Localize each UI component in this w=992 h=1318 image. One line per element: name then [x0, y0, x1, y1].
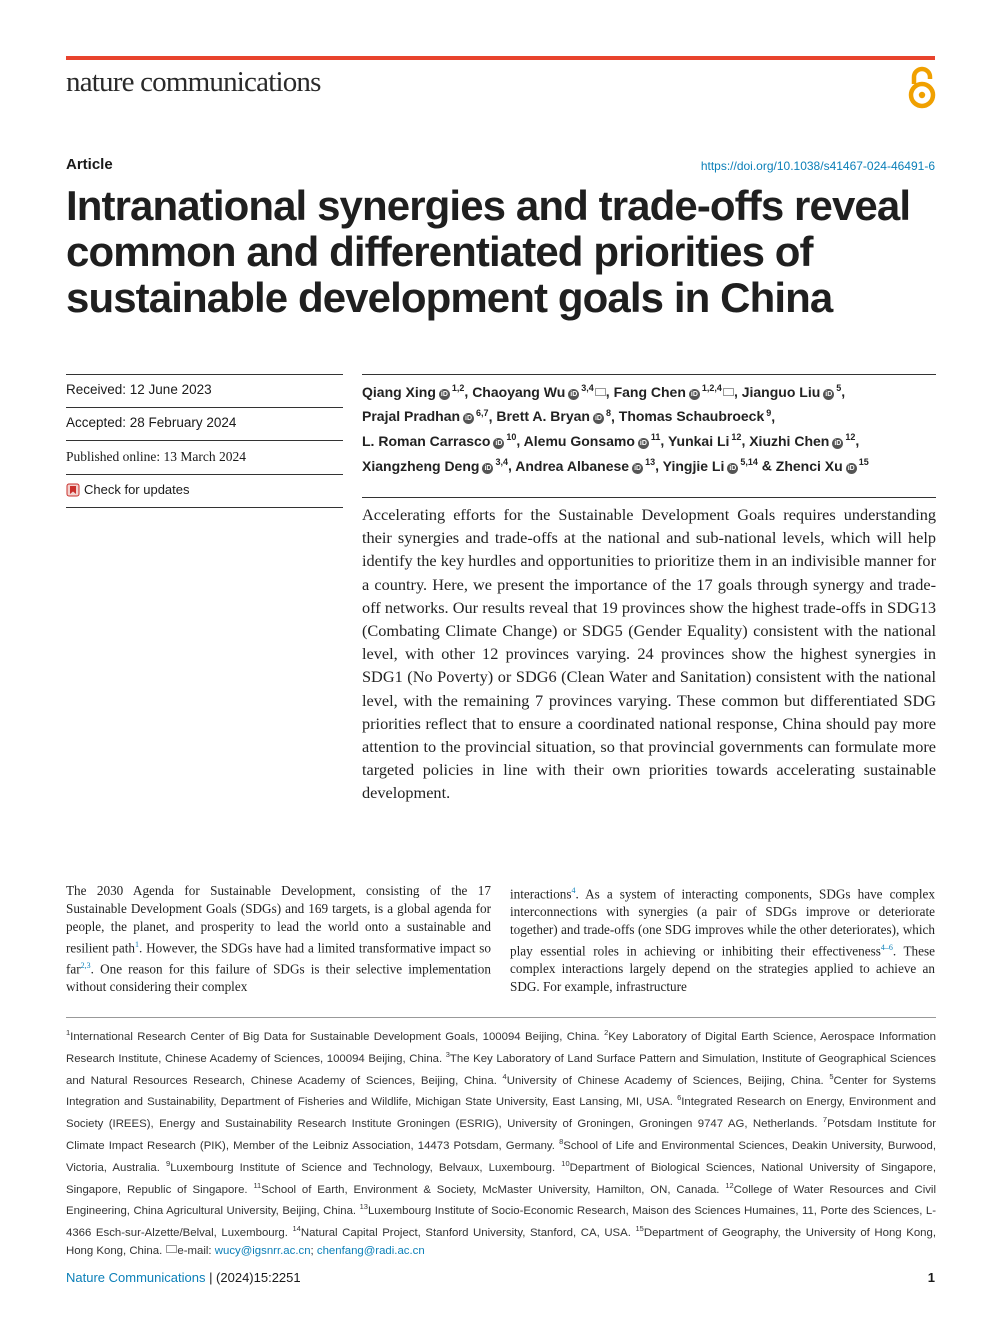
orcid-icon[interactable]: iD — [834, 439, 842, 447]
author-affiliation-numbers: 1,2,4 — [701, 383, 722, 393]
check-updates-icon — [66, 483, 80, 497]
author-list: Qiang Xing iD$^{1,2}$, Chaoyang Wu iD$^{3,4}$ , Fang Chen iD$^{1,2,4}$ , Jianguo Liu $iD^5$, Prajal Pradhan iD$^{6,7}$, Brett A. Bryan $iD^8$, Thomas Schaubroeck $^9$, L. Roman Carrasco $iD^{10}$, Alemu Gonsamo $iD^{11}$, Yunkai Li $^{12}$, Xiuzhi Chen $iD^{12}$, Xiangzheng Deng iD$^{3,4}$, Andrea Albanese $iD^{13}$, Yingjie Li iD$^{5,14}$ & Zhenci Xu $iD^{15}$ — [362, 383, 869, 474]
affiliation-number: 12 — [725, 1180, 734, 1190]
author-affiliation-numbers: 11 — [650, 432, 661, 443]
affiliation-number: 1 — [66, 1028, 71, 1037]
affiliations — [66, 1024, 936, 1260]
affiliation-text: Luxembourg Institute of Science and Technology, Belvaux, Luxembourg. — [170, 1161, 562, 1174]
author-name[interactable]: Chaoyang Wu — [472, 383, 566, 400]
footer-volume: | (2024)15:2251 — [205, 1270, 301, 1285]
affiliation-number: 2 — [604, 1028, 609, 1037]
affiliation-text: Key Laboratory of Digital Earth Science, Aerospace Information Research Institute, Chinese Academy of Sciences, 100094 Beijing, China. — [66, 1030, 936, 1065]
body-text: . These complex interactions largely depend on the strategies applied to achieve an SDG. For example, infrastructure — [510, 943, 935, 995]
author-name[interactable]: Yunkai Li — [667, 432, 730, 449]
author[interactable] — [362, 458, 508, 474]
email-icon — [166, 1245, 177, 1253]
orcid-icon[interactable]: iD — [495, 439, 503, 447]
divider — [66, 440, 343, 441]
body-text: . However, the SDGs have had a limited transformative impact so far — [66, 940, 491, 977]
article-title: Intranational synergies and trade-offs reveal common and differentiated priorities of sustainable development goals in China — [66, 182, 911, 321]
author-affiliation-numbers: 5,14 — [740, 456, 758, 467]
affiliation-number: 11 — [253, 1180, 262, 1190]
check-for-updates-button[interactable] — [66, 482, 190, 497]
author-name[interactable]: Prajal Pradhan — [362, 408, 461, 425]
author-affiliation-numbers: 3,4 — [581, 383, 594, 393]
author-name[interactable]: L. Roman Carrasco — [362, 432, 491, 449]
email-label: e-mail: — [177, 1244, 215, 1257]
article-type-label: Article — [66, 156, 113, 173]
author-affiliation-numbers: 15 — [858, 456, 869, 467]
affiliation-number: 3 — [445, 1049, 450, 1059]
divider — [66, 1017, 936, 1018]
affiliation-number: 5 — [829, 1071, 834, 1081]
open-access-icon[interactable] — [907, 66, 937, 110]
affiliation-text: Center for Systems Integration and Sustainability, Department of Fisheries and Wildlife, Michigan State University, East Lansing, MI, USA. — [66, 1074, 936, 1109]
divider — [66, 374, 343, 375]
affiliation-text: School of Life and Environmental Sciences, Deakin University, Burwood, Victoria, Australia. — [66, 1139, 936, 1174]
author-name[interactable]: Brett A. Bryan — [496, 408, 590, 425]
email-icon[interactable] — [595, 388, 606, 396]
author-name[interactable]: Qiang Xing — [362, 383, 436, 400]
divider — [66, 407, 343, 408]
orcid-icon[interactable]: iD — [690, 390, 698, 398]
affiliation-text: The Key Laboratory of Land Surface Pattern and Simulation, Institute of Geographical Sciences and Natural Resources Research, Chinese Academy of Sciences, Beijing, China. — [66, 1052, 936, 1087]
affiliation-number: 15 — [635, 1224, 644, 1234]
abstract: Accelerating efforts for the Sustainable Development Goals requires understanding their synergies and trade-offs at the national and sub-national levels, which will help identify the key hurdles and opportunities to prioritize them in an indivisible manner for a country. Here, we present the importance of the 17 goals through synergy and trade-off networks. Our results reveal that 19 provinces show the highest trade-offs in SDG13 (Combating Climate Change) or SDG5 (Gender Equality) consistent with the national level, with other 12 provinces varying. 24 provinces show the highest synergies in SDG1 (No Poverty) or SDG6 (Clean Water and Sanitation) consistent with the national level, with the remaining 7 provinces varying. These common but differentiated SDG priorities reflect that to ensure a coordinated national response, China should pay more attention to the provincial situation, so that provincial governments can formulate more targeted policies in line with their own priorities towards accelerating sustainable development. — [362, 505, 936, 803]
author[interactable] — [515, 458, 655, 474]
check-updates-label: Check for updates — [84, 482, 190, 497]
affiliation-number: 10 — [561, 1158, 570, 1168]
affiliation-text: Luxembourg Institute of Socio-Economic Research, Maison des Sciences Humaines, 11, Porte des Sciences, L-4366 Esch-sur-Alzette/Belval, Luxembourg. — [66, 1205, 936, 1239]
author[interactable] — [362, 408, 489, 424]
affiliation-number: 14 — [292, 1224, 301, 1234]
orcid-icon[interactable]: iD — [825, 390, 833, 398]
author-affiliation-numbers: 9 — [766, 407, 772, 418]
affiliation-text: University of Chinese Academy of Sciences, Beijing, China. — [506, 1074, 830, 1087]
affiliation-text: College of Water Resources and Civil Engineering, China Agricultural University, Beijing, China. — [66, 1183, 936, 1218]
journal-logo[interactable]: nature communications — [66, 66, 321, 98]
published-date: Published online: 13 March 2024 — [66, 449, 246, 464]
author[interactable] — [614, 384, 734, 400]
body-column-left — [66, 882, 491, 996]
reference-link[interactable]: 4–6 — [880, 943, 893, 953]
orcid-icon[interactable]: iD — [594, 415, 602, 423]
affiliation-text: Integrated Research on Energy, Environment and Society (IREES), Energy and Sustainability Research Institute Groningen (ESRIG), University of Groningen, Groningen 9747 AG, Netherlands. — [66, 1096, 936, 1130]
affiliation-number: 13 — [359, 1202, 368, 1212]
body-text: . One reason for this failure of SDGs is their selective implementation without considering their complex — [66, 961, 491, 995]
author[interactable] — [668, 433, 741, 449]
footer-journal-link[interactable]: Nature Communications — [66, 1270, 206, 1285]
author-affiliation-numbers: 5 — [836, 383, 842, 393]
author-name[interactable]: Andrea Albanese — [515, 457, 630, 474]
author[interactable] — [362, 384, 464, 400]
author-affiliation-numbers: 1,2 — [451, 383, 465, 393]
orcid-icon[interactable]: iD — [465, 415, 473, 423]
author[interactable] — [524, 433, 661, 449]
author-affiliation-numbers: 13 — [645, 456, 656, 467]
author[interactable] — [496, 408, 611, 424]
body-text: . As a system of interacting components, SDGs have complex interconnections with synergies (a pair of SDGs improve or deteriorate together) and trade-offs (one SDG improves while the other deteriorates), which play essential roles in achieving or inhibiting their effectiveness — [510, 886, 935, 959]
author-affiliation-numbers: 10 — [506, 432, 517, 443]
author-affiliation-numbers: 12 — [731, 432, 742, 443]
top-accent-bar — [66, 56, 935, 60]
author-affiliation-numbers: 8 — [605, 407, 611, 418]
accepted-date: Accepted: 28 February 2024 — [66, 415, 237, 430]
affiliation-number: 4 — [502, 1071, 507, 1081]
orcid-icon[interactable]: iD — [729, 464, 737, 472]
author[interactable] — [749, 433, 855, 449]
body-column-right — [510, 882, 935, 996]
author-name[interactable]: Alemu Gonsamo — [523, 432, 635, 449]
body-text: interactions — [510, 886, 572, 902]
page-number: 1 — [927, 1270, 935, 1285]
author-affiliation-numbers: 12 — [845, 432, 856, 443]
author-affiliation-numbers: 3,4 — [495, 456, 508, 467]
orcid-icon[interactable]: iD — [484, 464, 492, 472]
author-name[interactable]: Jianguo Liu — [741, 383, 821, 400]
author[interactable] — [663, 458, 758, 474]
author-name[interactable]: Fang Chen — [613, 383, 686, 400]
affiliation-number: 9 — [166, 1158, 171, 1168]
orcid-icon[interactable]: iD — [634, 464, 642, 472]
author-name[interactable]: Xiangzheng Deng — [362, 457, 480, 474]
reference-link[interactable]: 1 — [135, 939, 140, 949]
affiliation-number: 6 — [677, 1093, 682, 1103]
affiliation-number: 7 — [822, 1115, 828, 1125]
body-text: The 2030 Agenda for Sustainable Development, consisting of the 17 Sustainable Development Goals (SDGs) and 169 targets, is a global agenda for people, the planet, and prosperity to lead the world onto a sustainable and resilient path — [66, 883, 491, 956]
author-name[interactable]: Xiuzhi Chen — [749, 432, 830, 449]
divider — [362, 374, 936, 375]
author[interactable] — [362, 433, 516, 449]
affiliation-text: School of Earth, Environment & Society, McMaster University, Hamilton, ON, Canada. — [261, 1183, 726, 1196]
affiliation-text: International Research Center of Big Data for Sustainable Development Goals, 100094 Beijing, China. — [70, 1030, 605, 1043]
author-name[interactable]: Zhenci Xu — [775, 457, 843, 474]
author[interactable] — [619, 408, 772, 424]
orcid-icon[interactable]: iD — [570, 390, 578, 398]
email-link[interactable]: chenfang@radi.ac.cn — [316, 1244, 425, 1257]
email-link[interactable]: wucy@igsnrr.ac.cn — [214, 1244, 311, 1257]
affiliation-number: 8 — [559, 1136, 564, 1146]
affiliation-text: Department of Geography, the University of Hong Kong, Hong Kong, China. — [66, 1226, 936, 1257]
footer-citation — [66, 1270, 301, 1285]
received-date: Received: 12 June 2023 — [66, 382, 212, 397]
email-separator: ; — [310, 1244, 317, 1257]
orcid-icon[interactable]: iD — [639, 439, 647, 447]
affiliation-text: Natural Capital Project, Stanford University, Stanford, CA, USA. — [300, 1226, 636, 1239]
orcid-icon[interactable]: iD — [440, 390, 448, 398]
reference-link[interactable]: 2,3 — [80, 961, 91, 971]
divider — [66, 507, 343, 508]
author-affiliation-numbers: 6,7 — [476, 407, 489, 418]
affiliation-text: Potsdam Institute for Climate Impact Research (PIK), Member of the Leibniz Association, 14473 Potsdam, Germany. — [66, 1117, 936, 1152]
author-name[interactable]: Thomas Schaubroeck — [618, 408, 765, 425]
email-icon[interactable] — [723, 388, 734, 396]
reference-link[interactable]: 4 — [571, 886, 576, 895]
author[interactable] — [776, 458, 869, 474]
divider — [66, 474, 343, 475]
author-name[interactable]: Yingjie Li — [662, 457, 725, 474]
orcid-icon[interactable]: iD — [847, 464, 855, 472]
doi-link[interactable]: https://doi.org/10.1038/s41467-024-46491-6 — [700, 159, 935, 173]
divider — [362, 497, 936, 498]
author[interactable] — [742, 384, 842, 400]
affiliation-text: Department of Biological Sciences, National University of Singapore, Singapore, Republic of Singapore. — [66, 1161, 936, 1196]
author[interactable] — [472, 384, 606, 400]
